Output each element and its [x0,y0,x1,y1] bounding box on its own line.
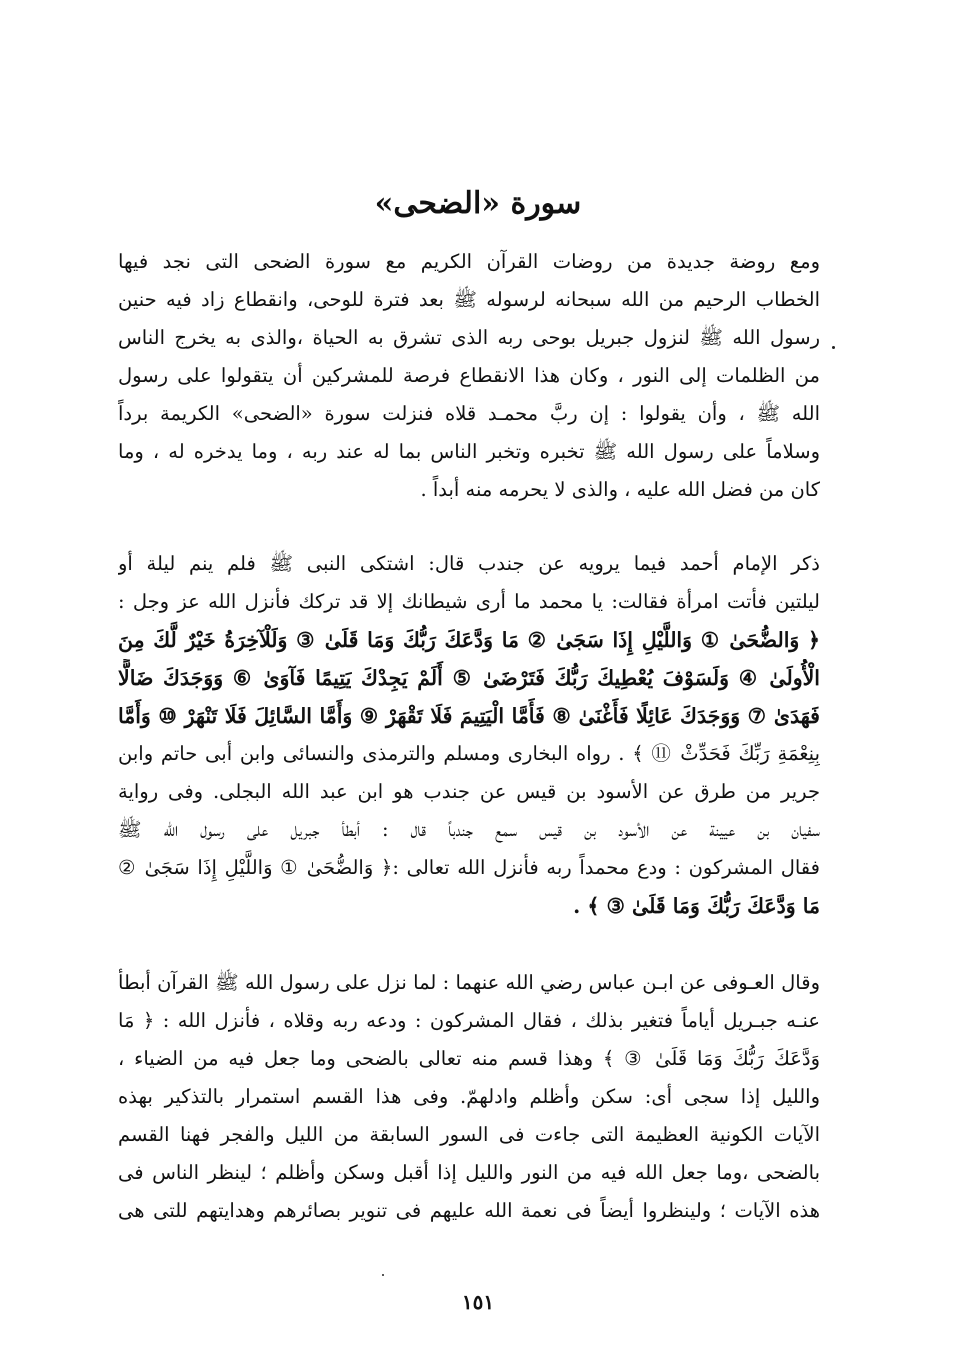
text-line: ليلتين فأتت امرأة فقالت: يا محمد ما أرى شيطانك إلا قد تركك فأنزل الله عز وجل : [118,590,820,613]
quran-verse-line: مَا وَدَّعَكَ رَبُّكَ وَمَا قَلَىٰ ③ ﴾ . [573,894,820,918]
text-line: بالضحى ،وما جعل الله فيه من النور والليل إذا أقبل وسكن وأظلم ؛ لينظر الناس فى [118,1161,820,1184]
text-line: هذه الآيات ؛ ولينظروا أيضاً فى نعمة الله عليهم فى تنوير بصائرهم وهدايتهم للتى هى [118,1199,820,1222]
text-line: وسلاماً على رسول الله ﷺ تخبره وتخبر الناس بما له عند ربه ، وما يدخره له ، وما [118,440,820,463]
text-line: الله ﷺ ، وأن يقولوا : إن ربَّ محمـد قلاه فنزلت سورة «الضحى» الكريمة برداً [118,402,820,425]
text-line: الآيات الكونية العظيمة التى جاءت فى السور السابقة من الليل والفجر فهنا القسم [118,1123,820,1146]
text-line: فقال المشركون : ودع محمداً ربه فأنزل الله تعالى :﴿ وَالضُّحَىٰ ① وَاللَّيْلِ إِذَا سَجَىٰ ② [118,856,820,879]
text-line: وقال العـوفى عن ابـن عباس رضي الله عنهما : لما نزل على رسول الله ﷺ القرآن أبطأ [118,971,820,994]
text-line: الخطاب الرحيم من الله سبحانه لرسوله ﷺ بعد فترة للوحى، وانقطاع زاد فيه حنين [118,288,820,311]
paragraph-hadith [118,545,820,925]
text-line: جرير من طرق عن الأسود بن قيس عن جندب هو ابن عبد الله البجلى. وفى رواية [118,780,820,803]
text-line: رسول الله ﷺ لنزول جبريل بوحى ربه الذى تشرق به الحياة ،والذى به يخرج الناس [118,326,820,349]
text-line: من الظلمات إلى النور ، وكان هذا الانقطاع فرصة للمشركين أن يتقولوا على رسول [118,364,820,387]
text-line: ذكر الإمام أحمد فيما يرويه عن جندب قال: اشتكى النبى ﷺ فلم ينم ليلة أو [118,552,820,575]
text-line: بِنِعْمَةِ رَبِّكَ فَحَدِّثْ ⑪ ﴾ . رواه البخارى ومسلم والترمذى والنسائى وابن أبى حاتم وابن [118,742,820,765]
page-number: ١٥١ [461,1290,495,1314]
quran-verse-line: فَهَدَىٰ ⑦ وَوَجَدَكَ عَائِلًا فَأَغْنَىٰ ⑧ فَأَمَّا الْيَتِيمَ فَلَا تَقْهَرْ ⑨ وَأَمَّا السَّائِلَ فَلَا تَنْهَرْ ⑩ وَأَمَّا [118,704,820,728]
scan-speck [832,346,835,349]
paragraph-intro [118,243,820,509]
text-line: وَدَّعَكَ رَبُّكَ وَمَا قَلَىٰ ③ ﴾ وهذا قسم منه تعالى بالضحى وما جعل فيه من الضياء ، [118,1047,820,1070]
text-line: كان من فضل الله عليه ، والذى لا يحرمه منه أبداً . [420,478,820,501]
text-line: سفيان بن عيينة عن الأسود بن قيس سمع جندباً قال : أبطأ جبريل على رسول الله ﷺ [118,818,820,841]
quran-verse-line: ﴿ وَالضُّحَىٰ ① وَاللَّيْلِ إِذَا سَجَىٰ ② مَا وَدَّعَكَ رَبُّكَ وَمَا قَلَىٰ ③ وَلَلْآخِرَةُ خَيْرٌ لَّكَ مِنَ [118,628,820,652]
quran-verse-line: الْأُولَىٰ ④ وَلَسَوْفَ يُعْطِيكَ رَبُّكَ فَتَرْضَىٰ ⑤ أَلَمْ يَجِدْكَ يَتِيمًا فَآوَىٰ ⑥ وَوَجَدَكَ ضَالًّا [118,666,820,690]
text-line: والليل إذا سجى أى: سكن وأظلم وادلهمّ. وفى هذا القسم استمرار بالتذكير بهذه [118,1085,820,1108]
paragraph-commentary [118,964,820,1230]
text-line: ومع روضة جديدة من روضات القرآن الكريم مع سورة الضحى التى نجد فيها [118,250,820,273]
text-line: عنـه جبـريل أياماً فتغير بذلك ، فقال المشركون : ودعه ربه وقلاه ، فأنزل الله : ﴿ مَا [118,1009,820,1032]
page-title: سورة «الضحى» [374,186,582,221]
scan-speck [382,1274,384,1276]
